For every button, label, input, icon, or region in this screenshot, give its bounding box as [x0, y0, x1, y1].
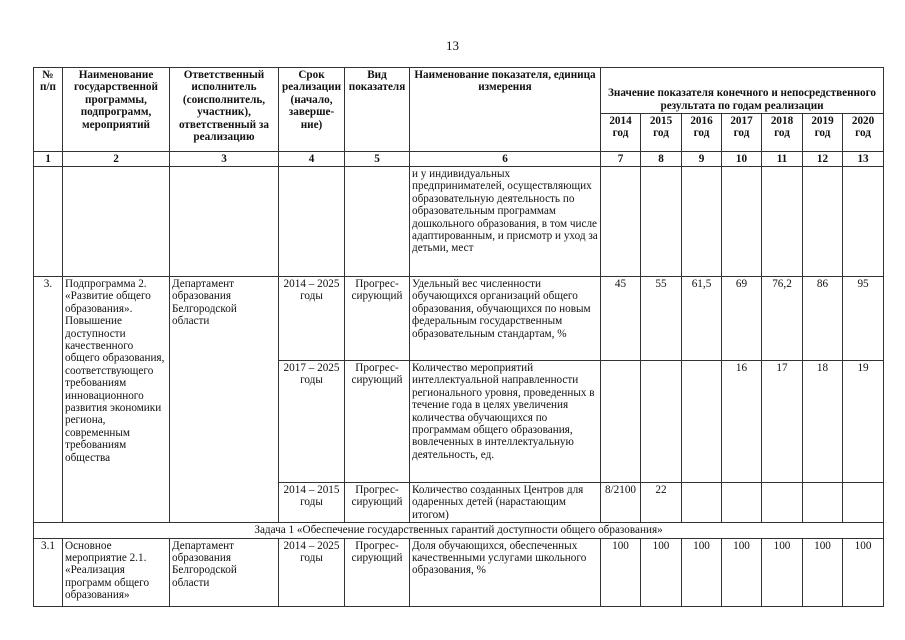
measure-name: Основное мероприятие 2.1. «Реализация программ общего образования»	[63, 538, 170, 606]
value-cell	[762, 483, 803, 523]
type-cell: Прогрес-сирующий	[345, 483, 410, 523]
task-row	[34, 523, 884, 538]
cell-empty	[601, 167, 641, 277]
header-name: Наименование государственной программы, подпрограмм, мероприятий	[63, 68, 170, 152]
value-cell: 100	[843, 538, 884, 606]
value-cell	[601, 361, 641, 483]
header-row	[34, 68, 884, 114]
header-term: Срок реализации (начало, заверше-ние)	[279, 68, 345, 152]
page-number: 13	[446, 38, 459, 53]
header-values: Значение показателя конечного и непосредственного результата по годам реализации	[601, 68, 884, 114]
value-cell: 16	[722, 361, 762, 483]
column-number: 10	[722, 152, 762, 167]
column-number: 9	[682, 152, 722, 167]
term-cell: 2014 – 2025 годы	[279, 277, 345, 361]
indicator-cell: Доля обучающихся, обеспеченных качественными услугами школьного образования, %	[410, 538, 601, 606]
value-cell	[803, 483, 843, 523]
value-cell: 8/2100	[601, 483, 641, 523]
value-cell: 100	[762, 538, 803, 606]
responsible-cell: Департамент образования Белгородской области	[170, 538, 279, 606]
header-year: 2017 год	[722, 114, 762, 152]
responsible-cell: Департамент образования Белгородской области	[170, 277, 279, 523]
value-cell: 17	[762, 361, 803, 483]
value-cell: 61,5	[682, 277, 722, 361]
value-cell	[682, 483, 722, 523]
column-number: 13	[843, 152, 884, 167]
value-cell: 18	[803, 361, 843, 483]
subprogram-row	[34, 277, 884, 361]
value-cell: 69	[722, 277, 762, 361]
column-number: 7	[601, 152, 641, 167]
value-cell: 100	[641, 538, 682, 606]
value-cell	[641, 361, 682, 483]
column-numbers-row	[34, 152, 884, 167]
cell-empty	[843, 167, 884, 277]
value-cell: 19	[843, 361, 884, 483]
header-year: 2016 год	[682, 114, 722, 152]
row-number: 3.	[34, 277, 63, 523]
column-number: 8	[641, 152, 682, 167]
continuation-row	[34, 167, 884, 277]
cell-empty	[762, 167, 803, 277]
type-cell: Прогрес-сирующий	[345, 361, 410, 483]
cell-empty	[682, 167, 722, 277]
cell-empty	[345, 167, 410, 277]
value-cell: 76,2	[762, 277, 803, 361]
row-number: 3.1	[34, 538, 63, 606]
header-responsible: Ответственный исполнитель (соисполнитель, участник), ответственный за реализацию	[170, 68, 279, 152]
header-year: 2015 год	[641, 114, 682, 152]
cell-empty	[170, 167, 279, 277]
value-cell	[843, 483, 884, 523]
column-number: 1	[34, 152, 63, 167]
header-no: № п/п	[34, 68, 63, 152]
column-number: 2	[63, 152, 170, 167]
value-cell: 86	[803, 277, 843, 361]
cell-empty	[279, 167, 345, 277]
column-number: 5	[345, 152, 410, 167]
indicator-cell: Удельный вес численности обучающихся организаций общего образования, обучающихся по новым федеральным государственным образовательным стандартам, %	[410, 277, 601, 361]
value-cell	[722, 483, 762, 523]
column-number: 3	[170, 152, 279, 167]
term-cell: 2014 – 2015 годы	[279, 483, 345, 523]
value-cell: 100	[722, 538, 762, 606]
cell-empty	[63, 167, 170, 277]
cell-empty	[722, 167, 762, 277]
term-cell: 2014 – 2025 годы	[279, 538, 345, 606]
type-cell: Прогрес-сирующий	[345, 538, 410, 606]
indicators-table	[33, 67, 884, 607]
cell-empty	[803, 167, 843, 277]
column-number: 11	[762, 152, 803, 167]
value-cell	[682, 361, 722, 483]
header-year: 2019 год	[803, 114, 843, 152]
value-cell: 55	[641, 277, 682, 361]
cell-empty	[34, 167, 63, 277]
cell-empty	[641, 167, 682, 277]
header-indicator: Наименование показателя, единица измерения	[410, 68, 601, 152]
type-cell: Прогрес-сирующий	[345, 277, 410, 361]
column-number: 12	[803, 152, 843, 167]
subprogram-name: Подпрограмма 2. «Развитие общего образования». Повышение доступности качественного общего образования, соответствующего требованиям инновационного развития экономики региона, современным требованиям общества	[63, 277, 170, 523]
header-type: Вид показателя	[345, 68, 410, 152]
term-cell: 2017 – 2025 годы	[279, 361, 345, 483]
value-cell: 95	[843, 277, 884, 361]
indicator-cell: Количество мероприятий интеллектуальной направленности регионального уровня, проведенных в течение года в целях увеличения количества обучающихся по программам общего образования, вовлеченных в интеллектуальную деятельность, ед.	[410, 361, 601, 483]
indicator-cell: Количество созданных Центров для одаренных детей (нарастающим итогом)	[410, 483, 601, 523]
value-cell: 100	[601, 538, 641, 606]
header-year: 2020 год	[843, 114, 884, 152]
task-title: Задача 1 «Обеспечение государственных гарантий доступности общего образования»	[34, 523, 884, 538]
value-cell: 100	[803, 538, 843, 606]
header-year: 2018 год	[762, 114, 803, 152]
value-cell: 22	[641, 483, 682, 523]
measure-row	[34, 538, 884, 606]
column-number: 6	[410, 152, 601, 167]
value-cell: 100	[682, 538, 722, 606]
value-cell: 45	[601, 277, 641, 361]
column-number: 4	[279, 152, 345, 167]
indicator-cell: и у индивидуальных предпринимателей, осуществляющих образовательную деятельность по образовательным программам дошкольного образования, в том числе адаптированным, и присмотр и уход за детьми, мест	[410, 167, 601, 277]
header-year: 2014 год	[601, 114, 641, 152]
